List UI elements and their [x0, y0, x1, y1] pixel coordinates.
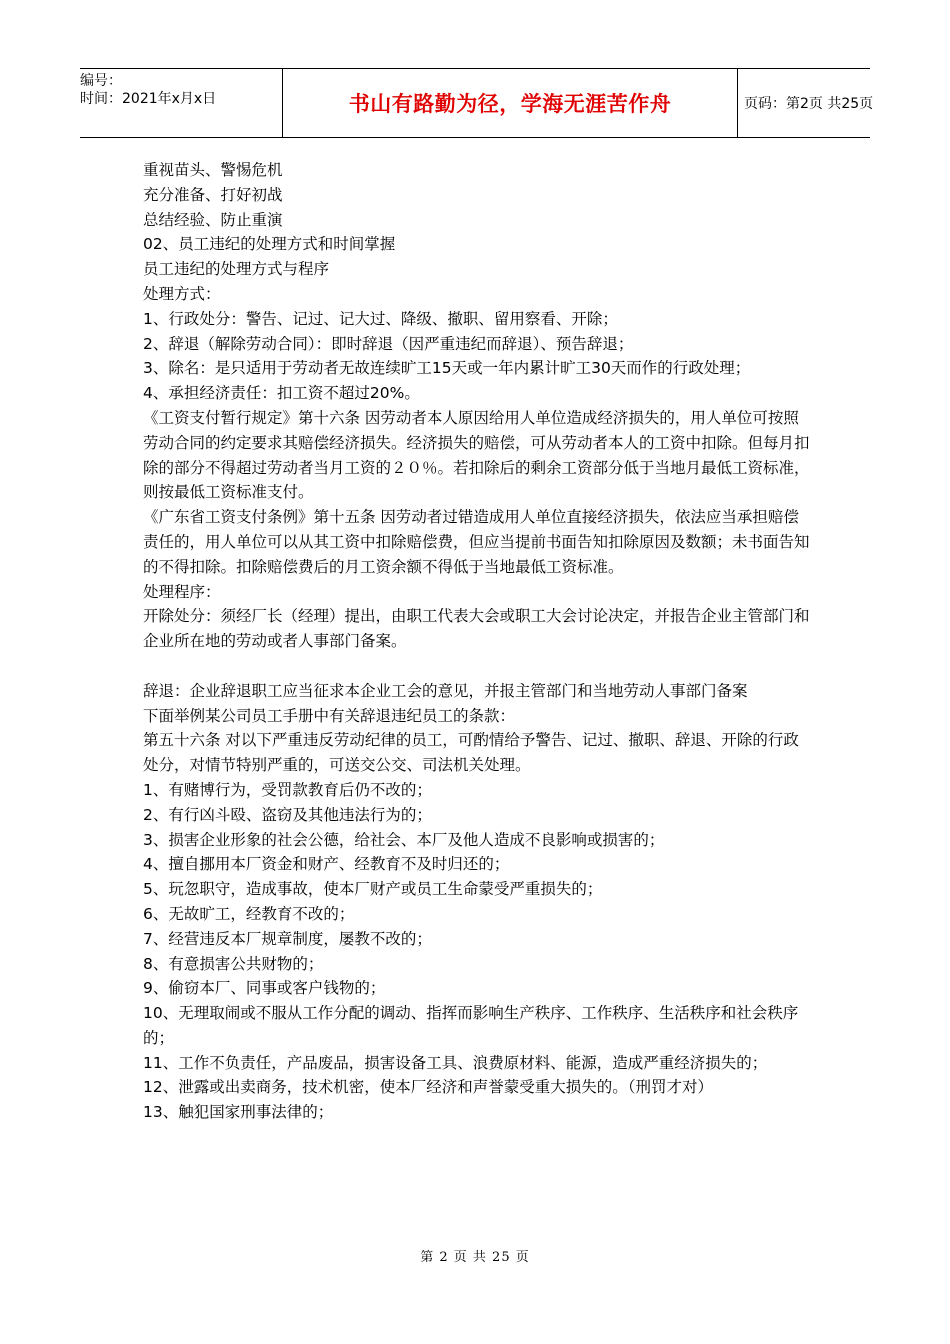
header-motto-cell — [282, 69, 738, 137]
motto: 书山有路勤为径，学海无涯苦作舟 — [348, 92, 672, 116]
document-body — [143, 158, 813, 1125]
page-code: 页码：第2页 共25页 — [744, 96, 874, 112]
paragraph: 《工资支付暂行规定》第十六条 因劳动者本人原因给用人单位造成经济损失的，用人单位可按照劳动合同的约定要求其赔偿经济损失。经济损失的赔偿，可从劳动者本人的工资中扣除。但每月扣除的部分不得超过劳动者当月工资的２０％。若扣除后的剩余工资部分低于当地月最低工资标准，则按最低工资标准支付。 — [143, 408, 810, 502]
document-time: 时间：2021年x月x日 — [80, 91, 217, 107]
paragraph: 5、玩忽职守，造成事故，使本厂财产或员工生命蒙受严重损失的； — [143, 880, 603, 899]
paragraph: 02、员工违纪的处理方式和时间掌握 — [143, 235, 396, 254]
paragraph: 第五十六条 对以下严重违反劳动纪律的员工，可酌情给予警告、记过、撤职、辞退、开除的行政处分，对情节特别严重的，可送交公交、司法机关处理。 — [143, 731, 799, 775]
paragraph: 8、有意损害公共财物的； — [143, 954, 324, 973]
paragraph: 辞退：企业辞退职工应当征求本企业工会的意见，并报主管部门和当地劳动人事部门备案 — [143, 681, 748, 700]
paragraph: 10、无理取闹或不服从工作分配的调动、指挥而影响生产秩序、工作秩序、生活秩序和社会秩序的； — [143, 1004, 799, 1047]
paragraph: 2、辞退（解除劳动合同）：即时辞退（因严重违纪而辞退）、预告辞退； — [143, 334, 634, 353]
paragraph: 重视苗头、警惕危机 — [143, 161, 283, 179]
document-number: 编号： — [80, 73, 122, 89]
paragraph: 4、承担经济责任：扣工资不超过20%。 — [143, 384, 420, 403]
paragraph: 3、除名：是只适用于劳动者无故连续旷工15天或一年内累计旷工30天而作的行政处理； — [143, 359, 751, 378]
paragraph: 3、损害企业形象的社会公德，给社会、本厂及他人造成不良影响或损害的； — [143, 830, 665, 849]
paragraph: 处理程序： — [143, 582, 221, 601]
header-page-code — [740, 69, 874, 137]
paragraph: 《广东省工资支付条例》第十五条 因劳动者过错造成用人单位直接经济损失，依法应当承担赔偿责任的，用人单位可以从其工资中扣除赔偿费，但应当提前书面告知扣除原因及数额；未书面告知的不得扣除。扣除赔偿费后的月工资余额不得低于当地最低工资标准。 — [143, 508, 810, 576]
paragraph: 下面举例某公司员工手册中有关辞退违纪员工的条款： — [143, 706, 516, 725]
paragraph: 6、无故旷工，经教育不改的； — [143, 904, 355, 923]
page-header — [80, 68, 874, 138]
paragraph: 处理方式： — [143, 284, 221, 303]
paragraph: 开除处分：须经厂长（经理）提出，由职工代表大会或职工大会讨论决定，并报告企业主管部门和企业所在地的劳动或者人事部门备案。 — [143, 607, 810, 651]
paragraph: 2、有行凶斗殴、盗窃及其他违法行为的； — [143, 805, 432, 824]
paragraph: 4、擅自挪用本厂资金和财产、经教育不及时归还的； — [143, 855, 510, 874]
paragraph — [143, 654, 813, 679]
paragraph: 9、偷窃本厂、同事或客户钱物的； — [143, 979, 386, 998]
paragraph: 1、行政处分：警告、记过、记大过、降级、撤职、留用察看、开除； — [143, 309, 618, 328]
paragraph: 1、有赌博行为，受罚款教育后仍不改的； — [143, 780, 432, 799]
paragraph: 员工违纪的处理方式与程序 — [143, 260, 330, 279]
paragraph: 7、经营违反本厂规章制度，屡教不改的； — [143, 929, 432, 948]
paragraph: 充分准备、打好初战 — [143, 185, 283, 204]
paragraph: 总结经验、防止重演 — [143, 210, 283, 229]
header-meta — [80, 69, 282, 140]
paragraph: 13、触犯国家刑事法律的； — [143, 1103, 334, 1122]
page-footer: 第 2 页 共 25 页 — [420, 1250, 530, 1265]
paragraph: 12、泄露或出卖商务，技术机密，使本厂经济和声誉蒙受重大损失的。（刑罚才对） — [143, 1078, 713, 1097]
paragraph: 11、工作不负责任，产品废品，损害设备工具、浪费原材料、能源，造成严重经济损失的； — [143, 1053, 768, 1072]
